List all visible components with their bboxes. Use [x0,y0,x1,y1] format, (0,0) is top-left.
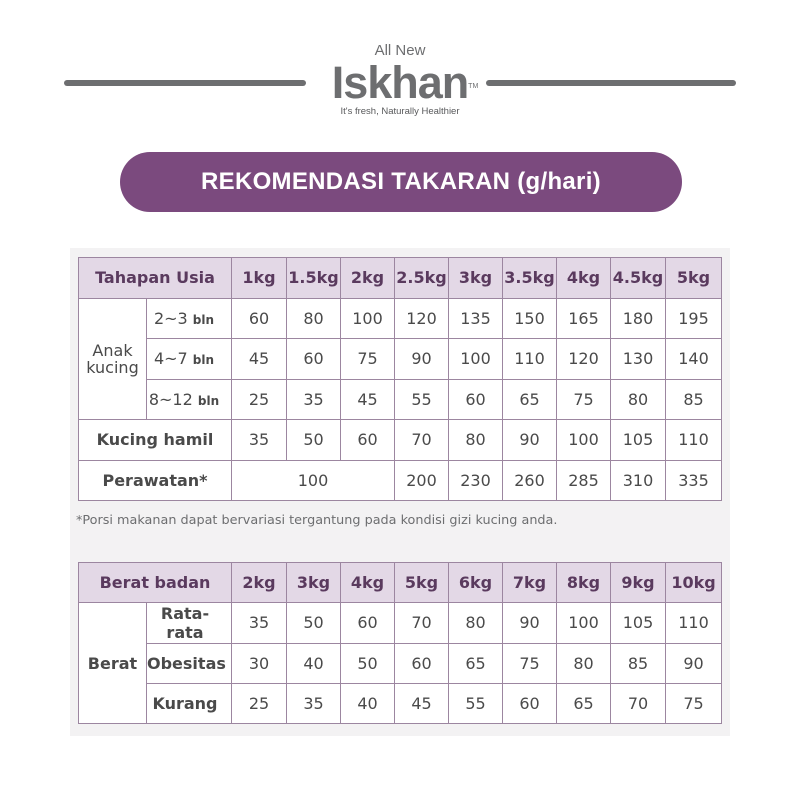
condition-label: Kurang [147,683,232,723]
value-cell: 105 [611,603,666,643]
value-cell: 140 [666,339,722,380]
value-cell: 70 [611,683,666,723]
value-cell: 105 [611,420,666,461]
value-cell: 65 [503,379,557,420]
value-cell: 200 [395,460,449,501]
value-cell: 60 [287,339,341,380]
value-cell: 85 [666,379,722,420]
table-row [79,683,722,723]
value-cell: 310 [611,460,666,501]
pregnant-label: Kucing hamil [79,420,232,461]
weight-header: 4kg [557,258,611,299]
table-row [79,298,722,339]
value-cell: 75 [341,339,395,380]
value-cell: 35 [287,683,341,723]
weight-header-row [79,563,722,603]
value-cell: 60 [232,298,287,339]
age-range-label: 4~7 bln [147,339,232,380]
brand-name: Iskhan [331,57,469,108]
value-cell: 60 [503,683,557,723]
table-row [79,420,722,461]
age-range-label: 8~12 bln [147,379,232,420]
value-cell: 40 [287,643,341,683]
brand-tagline: It's fresh, Naturally Healthier [340,106,460,117]
weight-header: 5kg [395,563,449,603]
condition-label: Obesitas [147,643,232,683]
value-cell: 80 [611,379,666,420]
value-cell: 30 [232,643,287,683]
value-cell: 25 [232,379,287,420]
weight-header: 9kg [611,563,666,603]
weight-header: 1kg [232,258,287,299]
table-row [79,339,722,380]
value-cell: 90 [503,420,557,461]
value-cell: 80 [449,603,503,643]
age-stage-header: Tahapan Usia [79,258,232,299]
value-cell: 50 [287,603,341,643]
value-cell: 120 [557,339,611,380]
table-row [79,643,722,683]
value-cell: 45 [395,683,449,723]
weight-header: 10kg [666,563,722,603]
value-cell: 120 [395,298,449,339]
value-cell: 70 [395,420,449,461]
value-cell: 85 [611,643,666,683]
value-cell: 165 [557,298,611,339]
weight-header: 7kg [503,563,557,603]
value-cell: 50 [341,643,395,683]
weight-header: 2kg [232,563,287,603]
value-cell: 65 [557,683,611,723]
value-cell: 135 [449,298,503,339]
value-cell: 285 [557,460,611,501]
weight-header: 5kg [666,258,722,299]
value-cell: 75 [503,643,557,683]
value-cell: 65 [449,643,503,683]
weight-group-label: Berat [79,603,147,724]
value-cell: 335 [666,460,722,501]
value-cell: 60 [341,420,395,461]
maintenance-label: Perawatan* [79,460,232,501]
value-cell: 80 [557,643,611,683]
value-cell: 260 [503,460,557,501]
value-cell: 110 [666,603,722,643]
dosage-table [78,257,722,501]
weight-header: 3kg [287,563,341,603]
brand-logo [320,42,480,118]
header-rule-right [486,80,736,86]
brand-prefix: All New [374,42,426,59]
value-cell: 35 [287,379,341,420]
weight-header: 2.5kg [395,258,449,299]
condition-label: Rata-rata [147,603,232,643]
value-cell: 35 [232,603,287,643]
weight-header: 1.5kg [287,258,341,299]
weight-header: 8kg [557,563,611,603]
value-cell: 230 [449,460,503,501]
dosage-header-row [79,258,722,299]
value-cell: 45 [232,339,287,380]
value-cell: 100 [341,298,395,339]
page-title: REKOMENDASI TAKARAN (g/hari) [120,152,682,212]
header-rule-left [64,80,306,86]
value-cell: 100 [557,420,611,461]
weight-header: 4kg [341,563,395,603]
value-cell: 70 [395,603,449,643]
value-cell: 90 [395,339,449,380]
value-cell: 90 [666,643,722,683]
value-cell: 60 [449,379,503,420]
value-cell: 110 [503,339,557,380]
value-cell: 35 [232,420,287,461]
value-cell: 50 [287,420,341,461]
table-row [79,379,722,420]
value-cell: 55 [395,379,449,420]
weight-header: 3.5kg [503,258,557,299]
value-cell: 25 [232,683,287,723]
weight-header: 2kg [341,258,395,299]
value-cell: 60 [341,603,395,643]
table-row [79,460,722,501]
age-range-label: 2~3 bln [147,298,232,339]
value-cell: 180 [611,298,666,339]
footnote: *Porsi makanan dapat bervariasi tergantung pada kondisi gizi kucing anda. [76,513,558,528]
value-cell: 75 [557,379,611,420]
value-cell: 150 [503,298,557,339]
value-cell: 110 [666,420,722,461]
kitten-group-label: Anak kucing [79,298,147,420]
body-weight-header: Berat badan [79,563,232,603]
weight-header: 4.5kg [611,258,666,299]
value-cell: 45 [341,379,395,420]
body-weight-table [78,562,722,724]
brand-trademark: TM [468,83,479,90]
merged-value-cell: 100 [232,460,395,501]
value-cell: 40 [341,683,395,723]
value-cell: 80 [287,298,341,339]
value-cell: 80 [449,420,503,461]
value-cell: 90 [503,603,557,643]
value-cell: 55 [449,683,503,723]
weight-header: 3kg [449,258,503,299]
value-cell: 130 [611,339,666,380]
value-cell: 100 [557,603,611,643]
value-cell: 100 [449,339,503,380]
weight-header: 6kg [449,563,503,603]
value-cell: 195 [666,298,722,339]
table-row [79,603,722,643]
value-cell: 75 [666,683,722,723]
value-cell: 60 [395,643,449,683]
